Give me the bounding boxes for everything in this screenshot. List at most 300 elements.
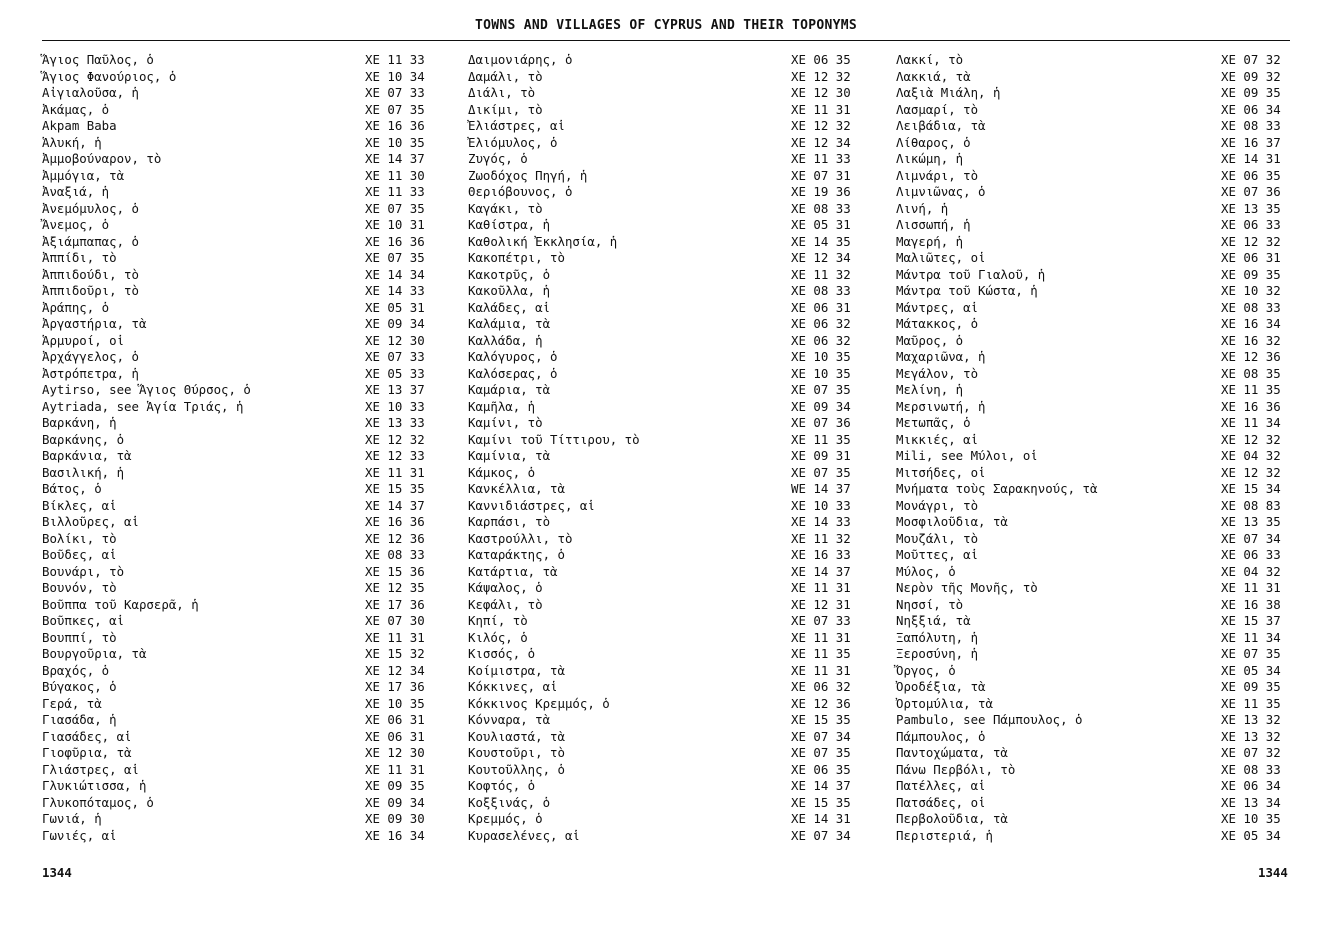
grid-reference: XE 13 32	[1221, 728, 1281, 744]
toponym-entry	[468, 118, 860, 135]
grid-reference: XE 09 32	[1221, 68, 1281, 84]
toponym-name: Καμίνια, τὰ	[468, 448, 551, 463]
grid-reference: XE 07 36	[791, 415, 851, 430]
grid-reference: XE 12 34	[365, 662, 425, 678]
grid-reference: XE 13 34	[1221, 794, 1281, 810]
grid-reference: XE 15 34	[1221, 481, 1281, 496]
toponym-name: Γλυκοπόταμος, ὁ	[42, 794, 154, 810]
toponym-name: Περβολοῦδια, τὰ	[896, 811, 1008, 826]
toponym-name: Μάτακκος, ὁ	[896, 316, 979, 331]
toponym-name: Ἀμμόγια, τὰ	[42, 167, 125, 183]
toponym-name: Λίθαρος, ὁ	[896, 134, 971, 150]
toponym-entry	[468, 168, 860, 185]
toponym-name: Βύγακος, ὁ	[42, 679, 117, 694]
grid-reference: XE 14 37	[791, 563, 851, 579]
toponym-name: Μονάγρι, τὸ	[896, 497, 979, 513]
toponym-name: Καστρούλλι, τὸ	[468, 530, 573, 546]
toponym-name: Γωνιές, αἱ	[42, 827, 117, 843]
grid-reference: XE 12 31	[791, 596, 851, 612]
toponym-entry	[896, 349, 1290, 366]
toponym-name: Μνήματα τοὺς Σαρακηνούς, τὰ	[896, 481, 1098, 496]
toponym-name: Δικίμι, τὸ	[468, 101, 543, 117]
toponym-name: Μαχαριῶνα, ἡ	[896, 349, 986, 364]
toponym-entry	[42, 630, 434, 647]
toponym-name: Γωνιά, ἡ	[42, 811, 102, 826]
grid-reference: XE 13 35	[1221, 514, 1281, 529]
toponym-entry	[42, 382, 434, 399]
toponym-entry	[896, 613, 1290, 630]
toponym-entry	[42, 102, 434, 119]
toponym-entry	[42, 828, 434, 845]
toponym-name: Θεριόβουνος, ὁ	[468, 184, 573, 199]
toponym-entry	[42, 448, 434, 465]
grid-reference: XE 06 35	[791, 761, 851, 777]
toponym-entry	[468, 300, 860, 317]
grid-reference: XE 06 31	[1221, 250, 1281, 265]
toponym-name: Κουτοῦλλης, ὁ	[468, 761, 565, 777]
grid-reference: XE 07 31	[791, 167, 851, 183]
toponym-name: Νηξξιά, τὰ	[896, 613, 971, 628]
toponym-entry	[896, 729, 1290, 746]
grid-reference: XE 12 33	[365, 448, 425, 463]
toponym-entry	[896, 811, 1290, 828]
toponym-entry	[896, 432, 1290, 449]
toponym-entry	[896, 580, 1290, 597]
toponym-name: Κακοπέτρι, τὸ	[468, 250, 565, 265]
toponym-name: Ἀράπης, ὁ	[42, 299, 110, 315]
grid-reference: XE 06 31	[365, 728, 425, 744]
toponym-name: Akpam Baba	[42, 118, 117, 133]
grid-reference: XE 14 31	[1221, 151, 1281, 166]
toponym-entry	[42, 201, 434, 218]
toponym-name: Μιτσήδες, οἱ	[896, 464, 986, 480]
toponym-name: Βολίκι, τὸ	[42, 530, 117, 546]
grid-reference: XE 11 32	[791, 266, 851, 282]
grid-reference: XE 12 32	[791, 68, 851, 84]
toponym-name: Μοσφιλοῦδια, τὰ	[896, 514, 1008, 529]
toponym-entry	[468, 679, 860, 696]
toponym-name: Λασμαρί, τὸ	[896, 101, 979, 117]
grid-reference: XE 15 35	[791, 794, 851, 810]
grid-reference: XE 06 32	[791, 332, 851, 348]
toponym-name: Mili, see Μύλοι, οἱ	[896, 448, 1038, 463]
toponym-entry	[42, 795, 434, 812]
toponym-name: Καρπάσι, τὸ	[468, 514, 551, 529]
toponym-name: Ἄνεμος, ὁ	[42, 217, 110, 232]
toponym-entry	[42, 300, 434, 317]
toponym-entry	[42, 646, 434, 663]
grid-reference: XE 11 35	[1221, 382, 1281, 397]
grid-reference: XE 10 31	[365, 217, 425, 232]
toponym-name: Βοῦπκες, αἱ	[42, 613, 125, 628]
toponym-entry	[42, 712, 434, 729]
page-number-left: 1344	[42, 865, 72, 880]
toponym-entry	[468, 498, 860, 515]
toponym-name: Μεγάλον, τὸ	[896, 365, 979, 381]
grid-reference: XE 11 31	[365, 464, 425, 480]
page-number-right: 1344	[1258, 865, 1288, 880]
toponym-name: Ξεροσύνη, ἡ	[896, 646, 979, 661]
toponym-entry	[896, 300, 1290, 317]
toponym-name: Καλάδες, αἱ	[468, 299, 551, 315]
grid-reference: XE 05 31	[791, 217, 851, 232]
grid-reference: XE 09 31	[791, 448, 851, 463]
toponym-name: Περιστεριά, ἡ	[896, 827, 993, 843]
toponym-name: Καμάρια, τὰ	[468, 382, 551, 397]
grid-reference: XE 14 34	[365, 266, 425, 282]
toponym-entry	[896, 415, 1290, 432]
toponym-name: Καλλάδα, ἡ	[468, 332, 543, 348]
toponym-name: Δαιμονιάρης, ὁ	[468, 52, 573, 67]
toponym-entry	[468, 778, 860, 795]
toponym-name: Νησσί, τὸ	[896, 596, 964, 612]
grid-reference: XE 10 35	[365, 134, 425, 150]
toponym-name: Βαρκάνη, ἡ	[42, 415, 117, 430]
toponym-name: Ἀππιδοῦρι, τὸ	[42, 283, 139, 298]
toponym-entry	[468, 564, 860, 581]
toponym-name: Καλόσερας, ὁ	[468, 365, 558, 381]
toponym-entry	[42, 168, 434, 185]
toponym-name: Μετωπᾶς, ὁ	[896, 415, 971, 430]
toponym-name: Ἀρχάγγελος, ὁ	[42, 349, 139, 364]
grid-reference: XE 10 34	[365, 68, 425, 84]
toponym-name: Μάντρα τοῦ Γιαλοῦ, ἡ	[896, 266, 1046, 282]
toponym-name: Μερσινωτή, ἡ	[896, 398, 986, 414]
toponym-name: Ἐλιόμυλος, ὁ	[468, 134, 558, 150]
grid-reference: XE 11 31	[791, 101, 851, 117]
grid-reference: XE 05 33	[365, 365, 425, 381]
toponym-name: Βουππί, τὸ	[42, 629, 117, 645]
grid-reference: XE 11 31	[791, 662, 851, 678]
grid-reference: XE 12 36	[791, 695, 851, 711]
toponym-name: Ὀρτομύλια, τὰ	[896, 695, 993, 711]
grid-reference: XE 05 31	[365, 299, 425, 315]
grid-reference: XE 07 33	[365, 349, 425, 364]
grid-reference: XE 12 30	[365, 745, 425, 760]
grid-reference: XE 06 34	[1221, 101, 1281, 117]
grid-reference: XE 04 32	[1221, 448, 1281, 463]
toponym-entry	[468, 283, 860, 300]
toponym-entry	[42, 52, 434, 69]
grid-reference: XE 12 34	[791, 134, 851, 150]
grid-reference: XE 09 35	[1221, 679, 1281, 694]
toponym-entry	[42, 283, 434, 300]
toponym-entry	[468, 250, 860, 267]
toponym-name: Κόκκινες, αἱ	[468, 679, 558, 694]
toponym-entry	[42, 135, 434, 152]
grid-reference: XE 15 35	[791, 712, 851, 727]
toponym-entry	[896, 597, 1290, 614]
toponym-name: Ὀροδέξια, τὰ	[896, 679, 986, 694]
toponym-name: Κακοῦλλα, ἡ	[468, 283, 551, 298]
grid-reference: XE 07 32	[1221, 745, 1281, 760]
toponym-entry	[42, 531, 434, 548]
toponym-name: Ἀναξιά, ἡ	[42, 184, 110, 199]
toponym-name: Κηπί, τὸ	[468, 613, 528, 628]
page-title: TOWNS AND VILLAGES OF CYPRUS AND THEIR TOPONYMS	[475, 18, 857, 33]
toponym-entry	[42, 663, 434, 680]
grid-reference: XE 11 31	[791, 580, 851, 595]
grid-reference: XE 07 36	[1221, 184, 1281, 199]
grid-reference: XE 07 34	[791, 827, 851, 843]
grid-reference: XE 11 31	[791, 629, 851, 645]
toponym-entry	[896, 151, 1290, 168]
toponym-entry	[896, 564, 1290, 581]
grid-reference: XE 15 35	[365, 481, 425, 496]
toponym-entry	[468, 316, 860, 333]
grid-reference: XE 06 33	[1221, 217, 1281, 232]
grid-reference: XE 07 35	[365, 101, 425, 117]
toponym-name: Καθίστρα, ἡ	[468, 217, 551, 232]
toponym-entry	[42, 498, 434, 515]
toponym-entry	[42, 415, 434, 432]
grid-reference: XE 07 34	[791, 728, 851, 744]
grid-reference: XE 07 35	[365, 200, 425, 216]
toponym-entry	[42, 151, 434, 168]
toponym-entry	[896, 465, 1290, 482]
grid-reference: XE 16 36	[1221, 398, 1281, 414]
grid-reference: XE 14 37	[791, 778, 851, 793]
toponym-entry	[468, 745, 860, 762]
toponym-entry	[42, 465, 434, 482]
grid-reference: XE 09 35	[365, 778, 425, 793]
toponym-name: Ὄργος, ὁ	[896, 662, 956, 678]
grid-reference: XE 07 35	[791, 464, 851, 480]
toponym-entry	[468, 201, 860, 218]
toponym-entry	[896, 85, 1290, 102]
toponym-name: Πάνω Περβόλι, τὸ	[896, 761, 1016, 777]
toponym-entry	[42, 762, 434, 779]
toponym-entry	[896, 102, 1290, 119]
grid-reference: XE 14 37	[365, 151, 425, 166]
toponym-entry	[468, 646, 860, 663]
grid-reference: XE 15 37	[1221, 613, 1281, 628]
grid-reference: XE 11 33	[365, 184, 425, 199]
grid-reference: XE 09 30	[365, 811, 425, 826]
toponym-entry	[896, 514, 1290, 531]
toponym-name: Καμίνι, τὸ	[468, 415, 543, 430]
toponym-entry	[896, 69, 1290, 86]
grid-reference: XE 07 35	[791, 745, 851, 760]
toponym-entry	[468, 366, 860, 383]
toponym-entry	[468, 382, 860, 399]
grid-reference: XE 05 34	[1221, 662, 1281, 678]
toponym-entry	[468, 795, 860, 812]
toponym-column-1	[42, 52, 434, 844]
toponym-entry	[468, 597, 860, 614]
toponym-entry	[42, 729, 434, 746]
toponym-entry	[468, 432, 860, 449]
toponym-entry	[42, 514, 434, 531]
grid-reference: XE 15 32	[365, 646, 425, 661]
toponym-name: Βουνάρι, τὸ	[42, 563, 125, 579]
toponym-name: Κοίμιστρα, τὰ	[468, 662, 565, 678]
toponym-entry	[896, 762, 1290, 779]
toponym-name: Λισσωπή, ἡ	[896, 217, 971, 232]
grid-reference: XE 12 30	[365, 332, 425, 348]
toponym-name: Πατέλλες, αἱ	[896, 778, 986, 793]
grid-reference: XE 12 35	[365, 580, 425, 595]
grid-reference: XE 11 31	[365, 629, 425, 645]
grid-reference: XE 06 32	[791, 316, 851, 331]
toponym-name: Ἁλυκή, ἡ	[42, 134, 102, 150]
toponym-entry	[468, 267, 860, 284]
toponym-name: Μύλος, ὁ	[896, 563, 956, 579]
grid-reference: XE 12 32	[791, 118, 851, 133]
toponym-entry	[42, 679, 434, 696]
grid-reference: XE 11 31	[365, 761, 425, 777]
toponym-name: Κατάρτια, τὰ	[468, 563, 558, 579]
toponym-name: Κάμκος, ὁ	[468, 464, 536, 480]
toponym-entry	[896, 382, 1290, 399]
grid-reference: XE 11 35	[791, 646, 851, 661]
toponym-name: Καλόγυρος, ὁ	[468, 349, 558, 364]
toponym-entry	[42, 547, 434, 564]
toponym-name: Κόνναρα, τὰ	[468, 712, 551, 727]
header-rule	[42, 40, 1290, 41]
grid-reference: XE 11 34	[1221, 629, 1281, 645]
toponym-entry	[42, 432, 434, 449]
toponym-entry	[896, 201, 1290, 218]
grid-reference: XE 07 32	[1221, 52, 1281, 67]
toponym-entry	[468, 630, 860, 647]
toponym-name: Βαρκάνης, ὁ	[42, 431, 125, 447]
toponym-name: Κόκκινος Κρεμμός, ὁ	[468, 695, 610, 711]
toponym-entry	[896, 531, 1290, 548]
toponym-name: Κακοτρῦς, ὁ	[468, 266, 551, 282]
toponym-name: Κρεμμός, ὁ	[468, 811, 543, 826]
grid-reference: XE 06 34	[1221, 778, 1281, 793]
toponym-entry	[896, 234, 1290, 251]
toponym-entry	[468, 234, 860, 251]
toponym-entry	[896, 118, 1290, 135]
toponym-name: Καννιδιάστρες, αἱ	[468, 497, 595, 513]
toponym-entry	[42, 118, 434, 135]
grid-reference: XE 16 38	[1221, 596, 1281, 612]
toponym-entry	[896, 168, 1290, 185]
toponym-name: Ἐλιάστρες, αἱ	[468, 118, 565, 133]
toponym-name: Πάμπουλος, ὁ	[896, 728, 986, 744]
grid-reference: XE 16 36	[365, 118, 425, 133]
grid-reference: XE 09 35	[1221, 266, 1281, 282]
toponym-entry	[468, 613, 860, 630]
toponym-name: Βασιλική, ἡ	[42, 464, 125, 480]
toponym-name: Ἀππιδούδι, τὸ	[42, 266, 139, 282]
grid-reference: XE 14 33	[791, 514, 851, 529]
toponym-entry	[42, 267, 434, 284]
grid-reference: XE 15 36	[365, 563, 425, 579]
toponym-entry	[468, 828, 860, 845]
toponym-entry	[468, 135, 860, 152]
toponym-name: Αἰγιαλοῦσα, ἡ	[42, 85, 139, 100]
toponym-name: Ἅγιος Παῦλος, ὁ	[42, 52, 154, 67]
toponym-entry	[896, 135, 1290, 152]
toponym-name: Βάτος, ὁ	[42, 481, 102, 496]
toponym-name: Βραχός, ὁ	[42, 662, 110, 678]
grid-reference: XE 14 35	[791, 233, 851, 249]
toponym-name: Λινή, ἡ	[896, 200, 949, 216]
toponym-name: Ζυγός, ὁ	[468, 151, 528, 166]
toponym-entry	[468, 465, 860, 482]
grid-reference: XE 17 36	[365, 596, 425, 612]
grid-reference: XE 13 37	[365, 382, 425, 397]
toponym-name: Λιμνιῶνας, ὁ	[896, 184, 986, 199]
toponym-column-3	[896, 52, 1290, 844]
grid-reference: XE 08 33	[365, 547, 425, 562]
toponym-name: Μαλιῶτες, οἱ	[896, 250, 986, 265]
toponym-name: Βιλλοῦρες, αἱ	[42, 514, 139, 529]
toponym-name: Βαρκάνια, τὰ	[42, 448, 132, 463]
toponym-entry	[896, 630, 1290, 647]
toponym-name: Ἅγιος Φανούριος, ὁ	[42, 68, 177, 84]
grid-reference: XE 06 35	[1221, 167, 1281, 183]
toponym-name: Μαγερή, ἡ	[896, 233, 964, 249]
toponym-name: Δαμάλι, τὸ	[468, 68, 543, 84]
grid-reference: XE 10 35	[1221, 811, 1281, 826]
grid-reference: XE 16 37	[1221, 134, 1281, 150]
toponym-entry	[42, 316, 434, 333]
toponym-entry	[468, 811, 860, 828]
grid-reference: XE 11 31	[1221, 580, 1281, 595]
grid-reference: XE 19 36	[791, 184, 851, 199]
toponym-entry	[896, 547, 1290, 564]
toponym-name: Βοῦππα τοῦ Καρσερᾶ, ἡ	[42, 596, 199, 612]
toponym-name: Λακκιά, τὰ	[896, 68, 971, 84]
grid-reference: XE 09 35	[1221, 85, 1281, 100]
toponym-name: Κισσός, ὁ	[468, 646, 536, 661]
grid-reference: XE 08 33	[791, 200, 851, 216]
grid-reference: XE 07 30	[365, 613, 425, 628]
toponym-entry	[896, 399, 1290, 416]
toponym-entry	[468, 151, 860, 168]
toponym-entry	[468, 531, 860, 548]
grid-reference: XE 12 32	[1221, 464, 1281, 480]
toponym-entry	[42, 597, 434, 614]
toponym-entry	[896, 795, 1290, 812]
toponym-name: Ζωοδόχος Πηγή, ἡ	[468, 167, 588, 183]
toponym-name: Γιοφῦρια, τὰ	[42, 745, 132, 760]
grid-reference: XE 08 35	[1221, 365, 1281, 381]
toponym-entry	[896, 679, 1290, 696]
toponym-column-2	[468, 52, 860, 844]
toponym-name: Μουζάλι, τὸ	[896, 530, 979, 546]
toponym-entry	[468, 580, 860, 597]
grid-reference: XE 09 34	[365, 316, 425, 331]
toponym-name: Ἀνεμόμυλος, ὁ	[42, 200, 139, 216]
toponym-name: Κουλιαστά, τὰ	[468, 728, 565, 744]
toponym-entry	[896, 366, 1290, 383]
grid-reference: XE 07 35	[791, 382, 851, 397]
toponym-name: Βίκλες, αἱ	[42, 497, 117, 513]
toponym-entry	[42, 69, 434, 86]
toponym-entry	[896, 712, 1290, 729]
toponym-entry	[468, 102, 860, 119]
toponym-entry	[468, 729, 860, 746]
grid-reference: XE 07 34	[1221, 530, 1281, 546]
toponym-name: Μοῦττες, αἱ	[896, 547, 979, 562]
grid-reference: XE 17 36	[365, 679, 425, 694]
grid-reference: XE 11 33	[365, 52, 425, 67]
grid-reference: XE 07 35	[365, 250, 425, 265]
toponym-entry	[42, 580, 434, 597]
grid-reference: XE 10 33	[365, 398, 425, 414]
grid-reference: XE 10 35	[791, 365, 851, 381]
grid-reference: XE 13 32	[1221, 712, 1281, 727]
toponym-name: Λακκί, τὸ	[896, 52, 964, 67]
toponym-entry	[468, 547, 860, 564]
toponym-name: Ξαπόλυτη, ἡ	[896, 629, 979, 645]
toponym-entry	[896, 646, 1290, 663]
